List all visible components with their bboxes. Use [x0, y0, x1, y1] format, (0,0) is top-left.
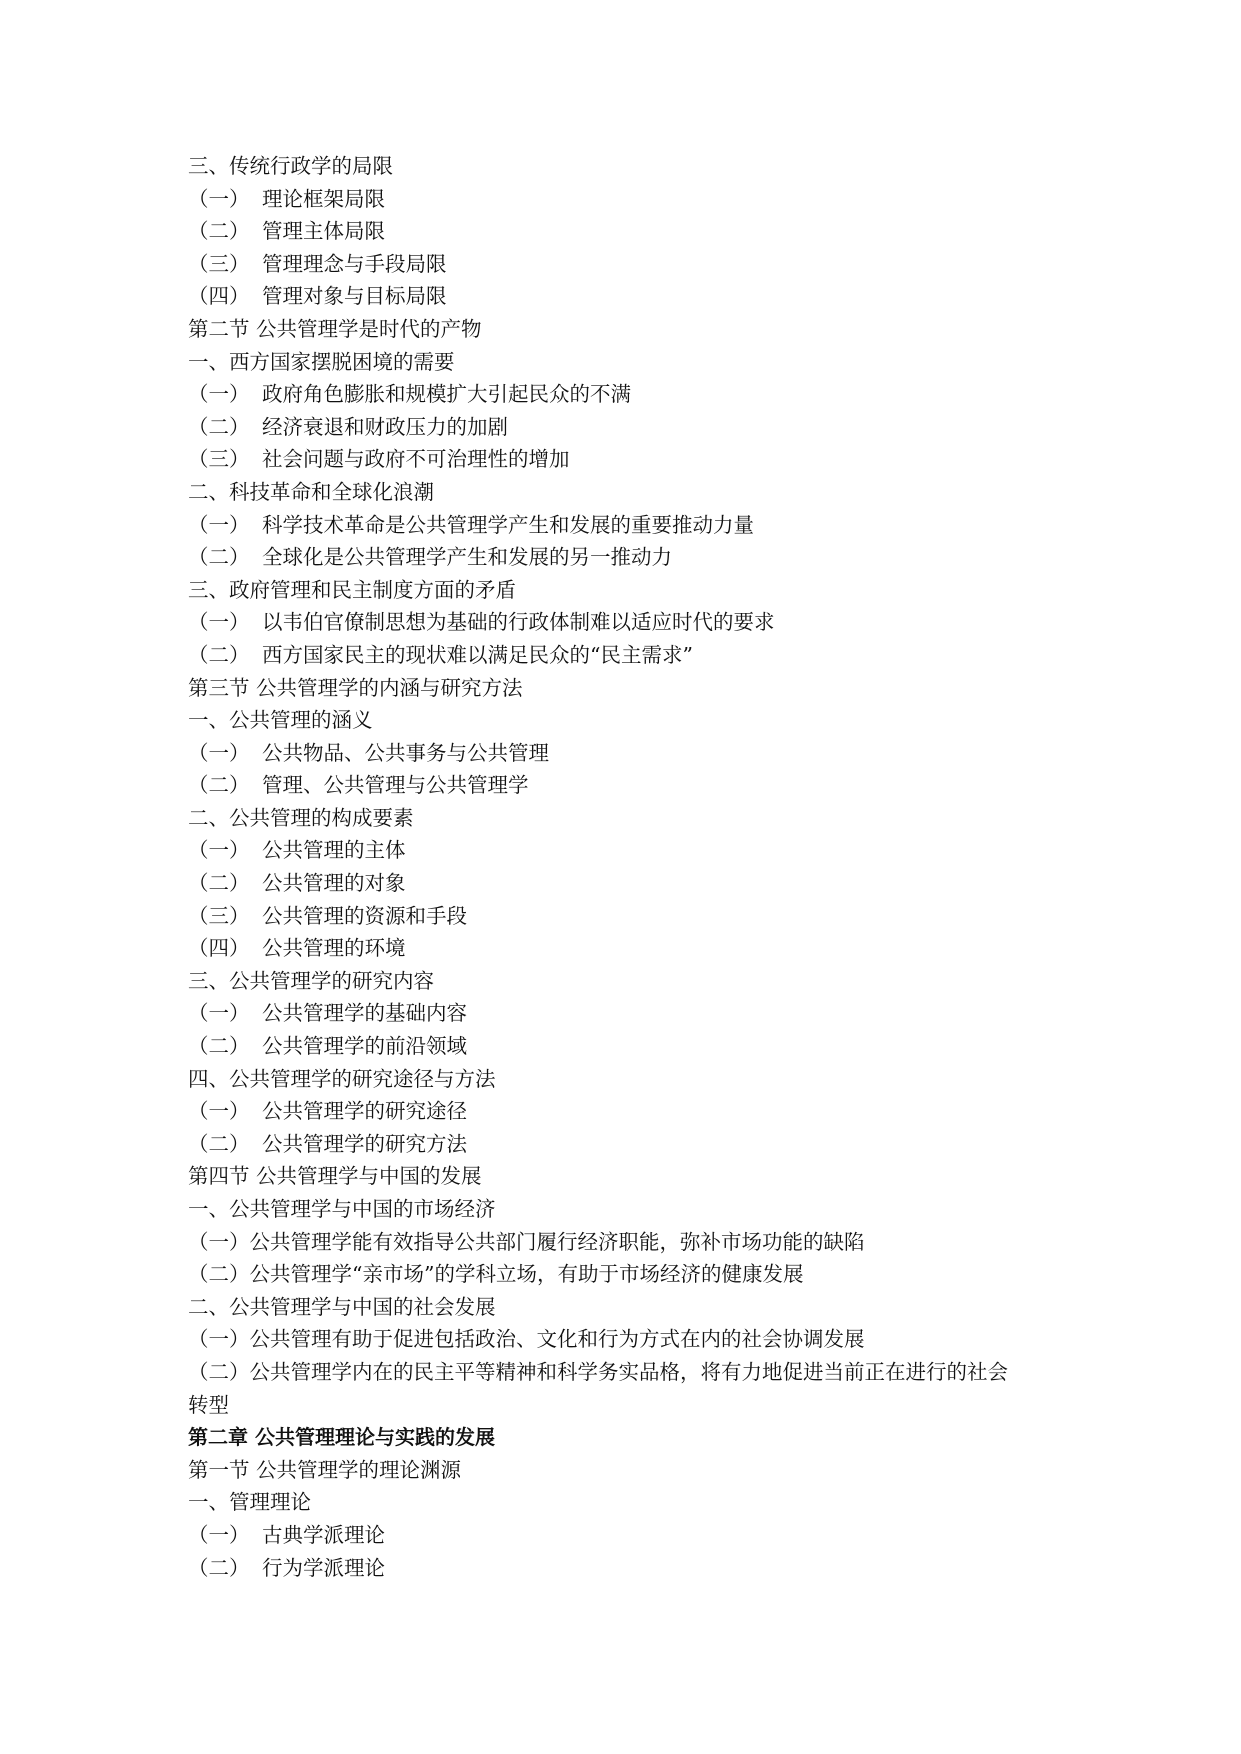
- item-number: （一）: [188, 740, 250, 765]
- item-text: 公共管理的环境: [262, 936, 406, 961]
- item-text: 管理、公共管理与公共管理学: [262, 773, 529, 798]
- item-number: （一）: [188, 610, 250, 635]
- item-number: （一）: [188, 1522, 250, 1547]
- item-number: （二）: [188, 642, 250, 667]
- outline-subitem: [188, 997, 1068, 1030]
- item-number: （二）: [188, 871, 250, 896]
- item-text: 公共管理有助于促进包括政治、文化和行为方式在内的社会协调发展: [249, 1327, 865, 1352]
- outline-subitem: [188, 639, 1068, 672]
- outline-subitem: [188, 378, 1068, 411]
- item-text: 管理理念与手段局限: [262, 251, 447, 276]
- outline-subitem: [188, 900, 1068, 933]
- item-text: 公共管理的主体: [262, 838, 406, 863]
- outline-subitem: [188, 443, 1068, 476]
- item-text: 古典学派理论: [262, 1522, 385, 1547]
- item-text: 公共管理学的基础内容: [262, 1001, 467, 1026]
- section-heading: 一、管理理论: [188, 1490, 311, 1515]
- item-text: 公共管理学的前沿领域: [262, 1034, 467, 1059]
- item-number: （二）: [188, 219, 250, 244]
- item-number: （二）: [188, 1262, 250, 1287]
- item-number: （二）: [188, 773, 250, 798]
- item-number: （三）: [188, 903, 250, 928]
- item-number: （一）: [188, 1001, 250, 1026]
- item-text: 管理主体局限: [262, 219, 385, 244]
- outline-subitem: [188, 867, 1068, 900]
- outline-subitem: [188, 215, 1068, 248]
- outline-subitem: [188, 1095, 1068, 1128]
- item-number: （一）: [188, 838, 250, 863]
- section-heading: 第三节 公共管理学的内涵与研究方法: [188, 675, 523, 700]
- item-number: （二）: [188, 1359, 250, 1384]
- outline-subitem: [188, 1356, 1068, 1389]
- item-number: （二）: [188, 1034, 250, 1059]
- item-number: （二）: [188, 1131, 250, 1156]
- item-number: （三）: [188, 251, 250, 276]
- outline-subitem: [188, 509, 1068, 542]
- section-heading: 三、公共管理学的研究内容: [188, 968, 434, 993]
- item-text: 社会问题与政府不可治理性的增加: [262, 447, 570, 472]
- outline-subitem: [188, 606, 1068, 639]
- item-number: （二）: [188, 414, 250, 439]
- item-number: （一）: [188, 1099, 250, 1124]
- item-text: 西方国家民主的现状难以满足民众的“民主需求”: [262, 642, 693, 667]
- item-number: （三）: [188, 447, 250, 472]
- section-heading: 三、政府管理和民主制度方面的矛盾: [188, 577, 516, 602]
- section-heading: 第一节 公共管理学的理论渊源: [188, 1457, 462, 1482]
- outline-subitem: [188, 737, 1068, 770]
- section-heading: 二、公共管理学与中国的社会发展: [188, 1294, 496, 1319]
- outline-subitem: [188, 1226, 1068, 1259]
- outline-subitem: [188, 411, 1068, 444]
- item-text: 公共管理学的研究方法: [262, 1131, 467, 1156]
- item-text: 公共管理学“亲市场”的学科立场，有助于市场经济的健康发展: [249, 1262, 804, 1287]
- item-text: 政府角色膨胀和规模扩大引起民众的不满: [262, 382, 631, 407]
- item-text: 公共管理的资源和手段: [262, 903, 467, 928]
- outline-subitem: [188, 1258, 1068, 1291]
- outline-subitem: [188, 1030, 1068, 1063]
- item-number: （二）: [188, 1555, 250, 1580]
- section-heading: 转型: [188, 1392, 229, 1417]
- item-text: 公共物品、公共事务与公共管理: [262, 740, 549, 765]
- item-text: 公共管理学能有效指导公共部门履行经济职能，弥补市场功能的缺陷: [249, 1229, 865, 1254]
- outline-subitem: [188, 280, 1068, 313]
- outline-subitem: [188, 932, 1068, 965]
- section-heading: 四、公共管理学的研究途径与方法: [188, 1066, 496, 1091]
- item-number: （一）: [188, 512, 250, 537]
- section-heading: 二、公共管理的构成要素: [188, 805, 414, 830]
- outline-subitem: [188, 834, 1068, 867]
- item-number: （一）: [188, 382, 250, 407]
- item-text: 公共管理学的研究途径: [262, 1099, 467, 1124]
- outline-subitem: [188, 1323, 1068, 1356]
- item-number: （一）: [188, 1327, 250, 1352]
- item-number: （四）: [188, 936, 250, 961]
- section-heading: 二、科技革命和全球化浪潮: [188, 479, 434, 504]
- outline-subitem: [188, 1128, 1068, 1161]
- section-heading: 三、传统行政学的局限: [188, 154, 393, 178]
- section-heading: 第二节 公共管理学是时代的产物: [188, 316, 482, 341]
- item-text: 以韦伯官僚制思想为基础的行政体制难以适应时代的要求: [262, 610, 775, 635]
- item-text: 科学技术革命是公共管理学产生和发展的重要推动力量: [262, 512, 754, 537]
- item-number: （一）: [188, 186, 250, 211]
- outline-subitem: [188, 1519, 1068, 1552]
- section-heading: 一、西方国家摆脱困境的需要: [188, 349, 455, 374]
- section-heading: 一、公共管理学与中国的市场经济: [188, 1197, 496, 1221]
- item-text: 管理对象与目标局限: [262, 284, 447, 309]
- item-number: （二）: [188, 545, 250, 570]
- outline-content: [188, 150, 1068, 1584]
- item-text: 公共管理的对象: [262, 871, 406, 896]
- item-number: （一）: [188, 1229, 250, 1254]
- item-text: 行为学派理论: [262, 1555, 385, 1580]
- section-heading: 一、公共管理的涵义: [188, 708, 373, 733]
- item-number: （四）: [188, 284, 250, 309]
- outline-subitem: [188, 1552, 1068, 1585]
- item-text: 公共管理学内在的民主平等精神和科学务实品格，将有力地促进当前正在进行的社会: [249, 1359, 1008, 1384]
- outline-subitem: [188, 183, 1068, 216]
- chapter-heading: 第二章 公共管理理论与实践的发展: [188, 1425, 495, 1450]
- outline-subitem: [188, 769, 1068, 802]
- item-text: 经济衰退和财政压力的加剧: [262, 414, 508, 439]
- outline-subitem: [188, 541, 1068, 574]
- outline-subitem: [188, 248, 1068, 281]
- item-text: 全球化是公共管理学产生和发展的另一推动力: [262, 545, 672, 570]
- section-heading: 第四节 公共管理学与中国的发展: [188, 1164, 482, 1189]
- item-text: 理论框架局限: [262, 186, 385, 211]
